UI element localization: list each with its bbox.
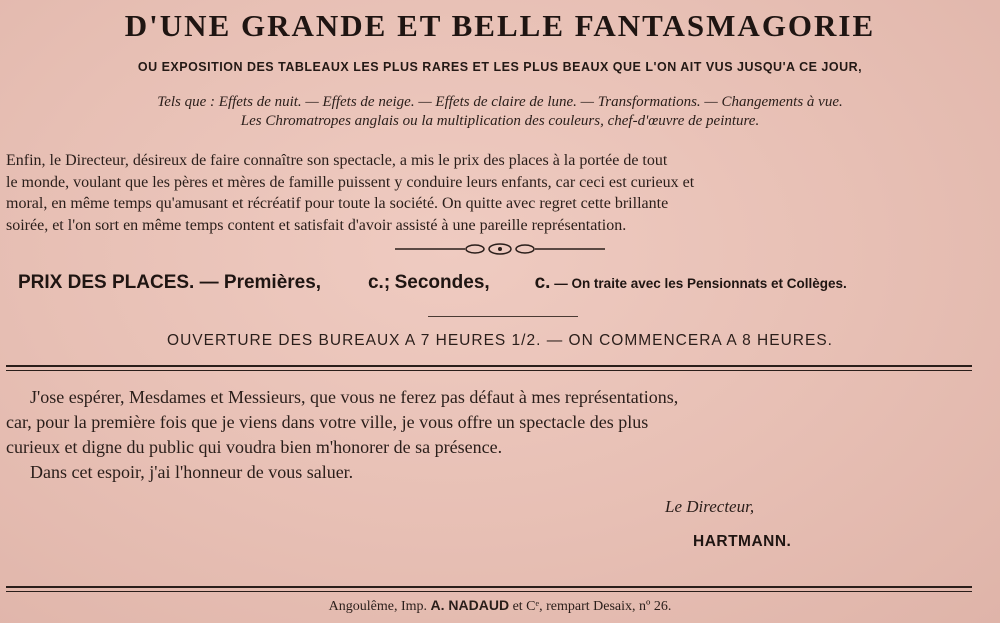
- prices-note: — On traite avec les Pensionnats et Collèges.: [550, 276, 847, 291]
- price-second-unit: c.: [534, 272, 551, 293]
- imprint-city: Angoulême, Imp.: [328, 599, 428, 614]
- opening-hours: OUVERTURE DES BUREAUX A 7 HEURES 1/2. — ON COMMENCERA A 8 HEURES.: [167, 332, 833, 349]
- price-first-label: Premières,: [223, 272, 322, 293]
- double-rule-bottom: [6, 586, 972, 592]
- prices-line: [18, 272, 988, 294]
- effects-line-1: Tels que : Effets de nuit. — Effets de neige. — Effets de claire de lune. — Transformations. — Changements à vue.: [157, 94, 843, 110]
- imprint-printer: A. NADAUD: [430, 597, 510, 613]
- closing-line: Dans cet espoir, j'ai l'honneur de vous saluer.: [30, 462, 354, 482]
- effects-line-2: Les Chromatropes anglais ou la multiplication des couleurs, chef-d'œuvre de peinture.: [240, 113, 760, 129]
- intro-line: soirée, et l'on sort en même temps content et satisfait d'avoir assisté à une pareille représentation.: [6, 216, 627, 234]
- prices-label: PRIX DES PLACES.: [18, 272, 195, 293]
- intro-line: Enfin, le Directeur, désireux de faire connaître son spectacle, a mis le prix des places à la portée de tout: [6, 152, 668, 169]
- price-first-unit: c.;: [367, 272, 391, 293]
- intro-paragraph: [6, 150, 986, 236]
- intro-line: moral, en même temps qu'amusant et récréatif pour toute la société. On quitte avec regret cette brillante: [6, 195, 669, 212]
- closing-paragraph: [6, 385, 991, 485]
- imprint-address: et Cᵉ, rempart Desaix, nº 26.: [512, 599, 672, 614]
- closing-line: curieux et digne du public qui voudra bien m'honorer de sa présence.: [6, 437, 503, 457]
- signature-name: HARTMANN.: [693, 533, 792, 550]
- closing-line: car, pour la première fois que je viens dans votre ville, je vous offre un spectacle des plus: [6, 412, 649, 432]
- printer-imprint: [0, 597, 1000, 615]
- signature-label: Le Directeur,: [665, 497, 755, 516]
- closing-line: J'ose espérer, Mesdames et Messieurs, que vous ne ferez pas défaut à mes représentations,: [30, 387, 679, 407]
- intro-line: le monde, voulant que les pères et mères de famille puissent y conduire leurs enfants, car ceci est curieux et: [6, 173, 695, 191]
- poster-title: D'UNE GRANDE ET BELLE FANTASMAGORIE: [124, 8, 876, 43]
- double-rule-top: [6, 365, 972, 371]
- price-second-label: Secondes,: [394, 272, 490, 293]
- prices-dash: —: [194, 272, 224, 293]
- ornament-divider: [395, 242, 605, 256]
- short-divider: [428, 316, 578, 317]
- poster-subtitle: OU EXPOSITION DES TABLEAUX LES PLUS RARES ET LES PLUS BEAUX QUE L'ON AIT VUS JUSQU'A CE JOUR,: [137, 60, 863, 74]
